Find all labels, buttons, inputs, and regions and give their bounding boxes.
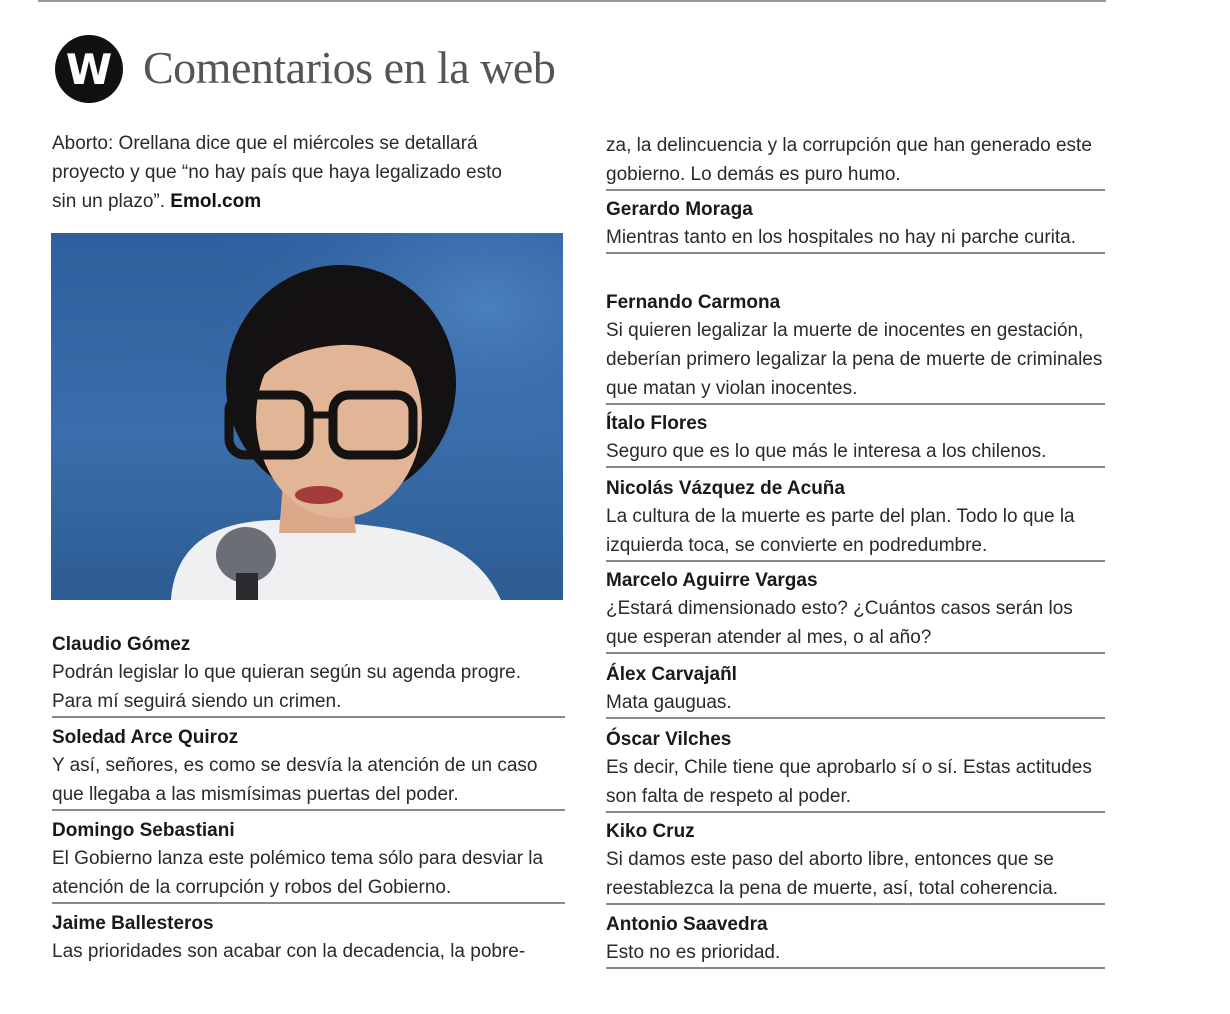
comment	[606, 196, 1105, 254]
comment-text: Mata gauguas.	[606, 692, 732, 713]
comment	[52, 631, 565, 718]
comment	[52, 724, 565, 811]
comment-text: ¿Estará dimensionado esto? ¿Cuántos casos serán los que esperan atender al mes, o al año?	[606, 598, 1073, 648]
comment-author: Óscar Vilches	[606, 729, 732, 750]
comment-text: La cultura de la muerte es parte del plan. Todo lo que la izquierda toca, se convierte en podredumbre.	[606, 506, 1075, 556]
comment	[606, 410, 1105, 468]
comment-text: Seguro que es lo que más le interesa a los chilenos.	[606, 441, 1047, 462]
comment-text: Y así, señores, es como se desvía la atención de un caso que llegaba a las mismísimas puertas del poder.	[52, 755, 538, 805]
article-photo	[51, 233, 563, 600]
lead-paragraph	[52, 129, 502, 216]
comment-text: Podrán legislar lo que quieran según su agenda progre. Para mí seguirá siendo un crimen.	[52, 662, 521, 712]
comment-text: za, la delincuencia y la corrupción que han generado este gobierno. Lo demás es puro humo.	[606, 135, 1092, 185]
comment-author: Kiko Cruz	[606, 821, 695, 842]
comment-text: Es decir, Chile tiene que aprobarlo sí o sí. Estas actitudes son falta de respeto al poder.	[606, 757, 1092, 807]
comment-author: Antonio Saavedra	[606, 914, 768, 935]
comment-author: Fernando Carmona	[606, 292, 781, 313]
comment-text: Si damos este paso del aborto libre, entonces que se reestablezca la pena de muerte, así, total coherencia.	[606, 849, 1059, 899]
person-photo-illustration	[51, 233, 563, 600]
comment-author: Álex Carvajañl	[606, 664, 737, 685]
comment-text: Si quieren legalizar la muerte de inocentes en gestación, deberían primero legalizar la pena de muerte de criminales que matan y violan inocentes.	[606, 320, 1103, 399]
comment	[606, 726, 1105, 813]
section-title: Comentarios en la web	[143, 42, 556, 93]
lead-text: Aborto: Orellana dice que el miércoles se detallará proyecto y que “no hay país que haya legalizado esto sin un plazo”.	[52, 133, 502, 212]
comment-author: Ítalo Flores	[606, 413, 708, 434]
comment-text: Las prioridades son acabar con la decadencia, la pobre-	[52, 941, 526, 962]
comment	[606, 661, 1105, 719]
lead-source: Emol.com	[170, 191, 262, 212]
comment-author: Soledad Arce Quiroz	[52, 727, 239, 748]
comment-author: Jaime Ballesteros	[52, 913, 214, 934]
comment	[606, 911, 1105, 969]
comment-author: Claudio Gómez	[52, 634, 191, 655]
comment	[606, 818, 1105, 905]
comment-author: Domingo Sebastiani	[52, 820, 235, 841]
comment	[606, 475, 1105, 562]
comment-author: Marcelo Aguirre Vargas	[606, 570, 818, 591]
w-logo-icon: W	[55, 35, 123, 103]
comment	[606, 567, 1105, 654]
comment-text: El Gobierno lanza este polémico tema sólo para desviar la atención de la corrupción y robos del Gobierno.	[52, 848, 544, 898]
comment-text: Mientras tanto en los hospitales no hay ni parche curita.	[606, 227, 1076, 248]
comment	[52, 817, 565, 904]
comment-continuation	[606, 131, 1105, 191]
comment	[52, 910, 565, 966]
comment-author: Gerardo Moraga	[606, 199, 753, 220]
comment-author: Nicolás Vázquez de Acuña	[606, 478, 845, 499]
comment	[606, 289, 1105, 405]
top-rule	[38, 0, 1106, 2]
comment-text: Esto no es prioridad.	[606, 942, 781, 963]
